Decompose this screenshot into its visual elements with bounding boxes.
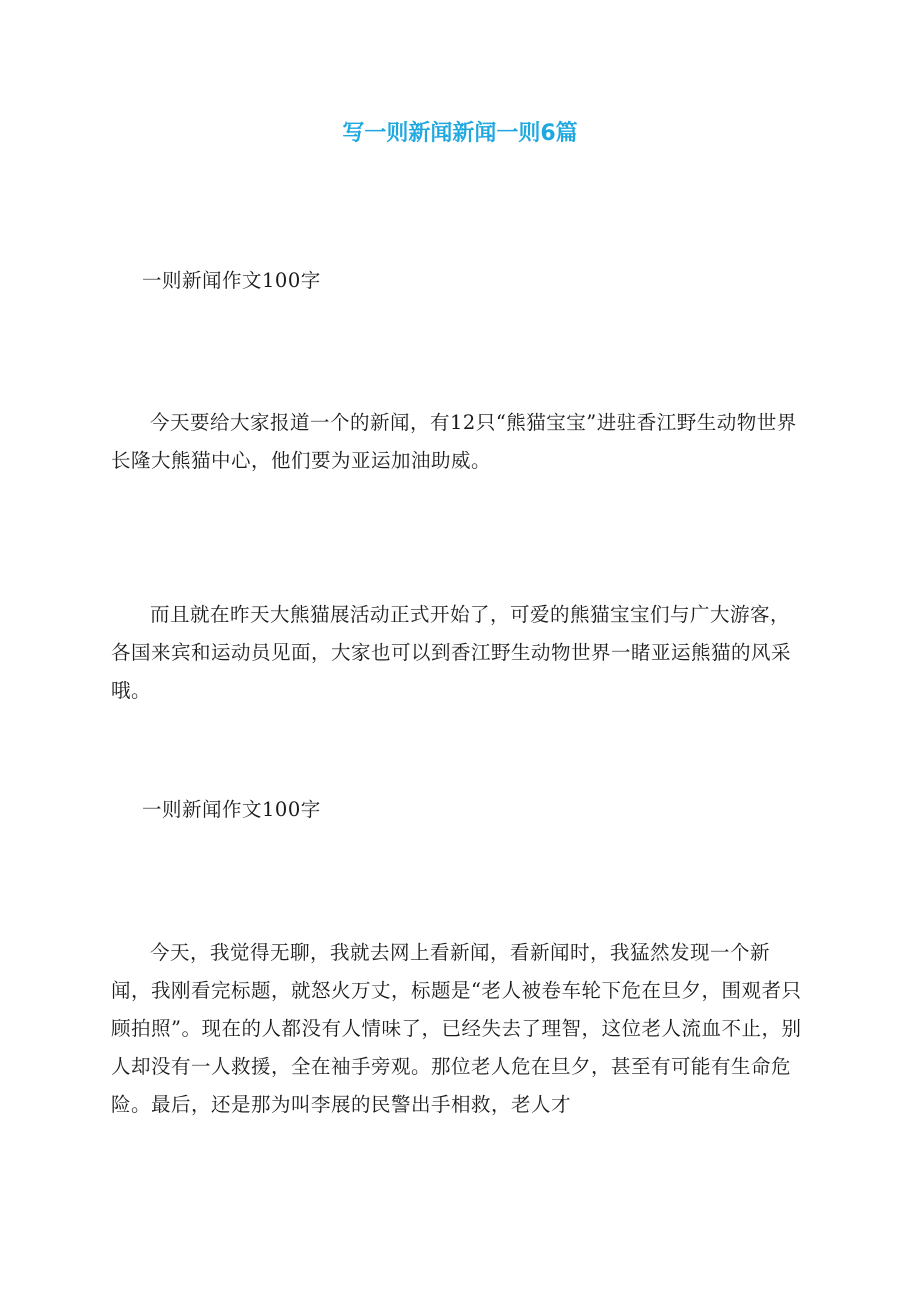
paragraph-2: 而且就在昨天大熊猫展活动正式开始了，可爱的熊猫宝宝们与广大游客，各国来宾和运动员见面，大家也可以到香江野生动物世界一睹亚运熊猫的风采哦。 (111, 603, 792, 702)
section-heading-2: 一则新闻作文100字 (142, 798, 321, 821)
section-heading-1: 一则新闻作文100字 (142, 269, 321, 292)
paragraph-3: 今天，我觉得无聊，我就去网上看新闻，看新闻时，我猛然发现一个新闻，我刚看完标题，就怒火万丈，标题是“老人被卷车轮下危在旦夕，围观者只顾拍照”。现在的人都没有人情味了，已经失去了理智，这位老人流血不止，别人却没有一人救援，全在袖手旁观。那位老人危在旦夕，甚至有可能有生命危险。最后，还是那为叫李展的民警出手相救，老人才 (111, 941, 802, 1116)
document-title: 写一则新闻新闻一则6篇 (342, 121, 578, 146)
paragraph-1: 今天要给大家报道一个的新闻，有12只“熊猫宝宝”进驻香江野生动物世界长隆大熊猫中心，他们要为亚运加油助威。 (111, 411, 797, 472)
